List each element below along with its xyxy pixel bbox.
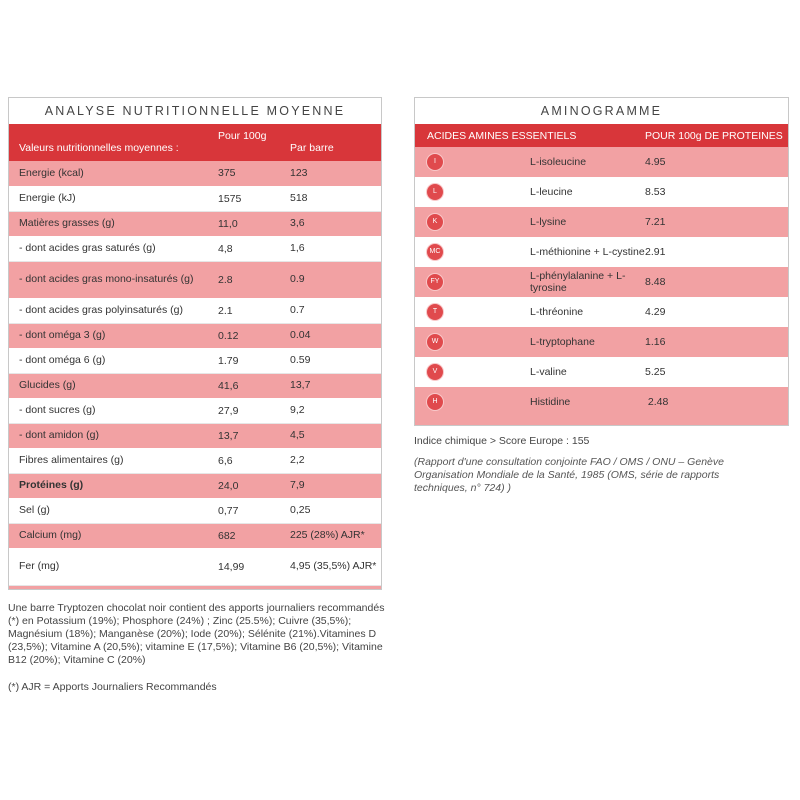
amino-name: L-leucine [530, 186, 573, 198]
value-per100: 2.1 [218, 298, 290, 323]
value-perbar: 0.9 [290, 273, 305, 285]
header-amino-value: POUR 100g DE PROTEINES [645, 124, 788, 147]
nutrient-label: Protéines (g) [19, 479, 84, 491]
nutrient-label: Fer (mg) [9, 548, 218, 585]
nutrition-panel [8, 97, 382, 590]
nutrition-row [9, 373, 381, 398]
amino-name: L-méthionine + L-cystine [530, 246, 645, 258]
amino-letter-badge: FY [427, 274, 443, 290]
nutrition-header-row [9, 124, 381, 161]
nutrition-row [9, 348, 381, 373]
nutrient-label: Calcium (mg) [19, 529, 82, 541]
header-perbar: Par barre [290, 124, 381, 161]
amino-value: 8.53 [645, 186, 666, 198]
tryptozen-note: Une barre Tryptozen chocolat noir contient des apports journaliers recommandés (*) en Potassium (19%); Phosphore (24%) ; Zinc (25.5%); Cuivre (35,5%); Magnésium (18%); Manganèse (20%); Iode (20%); Sélénite (21%).Vitamines D (23,5%); Vitamine A (20,5%); vitamine E (17,5%); Vitamine B6 (20,5%); Vitamine B12 (20%); Vitamine C (20%) [8, 602, 385, 666]
value-per100: 2.8 [218, 273, 233, 286]
amino-letter-badge: L [427, 184, 443, 200]
nutrition-row [9, 236, 381, 261]
amino-badge-cell [415, 327, 530, 357]
amino-badge-cell [415, 297, 530, 327]
ajr-note: (*) AJR = Apports Journaliers Recommandés [8, 681, 217, 693]
nutrient-label: Glucides (g) [19, 379, 76, 391]
value-per100: 0,77 [218, 498, 290, 523]
nutrition-row [9, 498, 381, 523]
amino-name: L-isoleucine [530, 156, 587, 168]
amino-letter-badge: V [427, 364, 443, 380]
value-perbar: 7,9 [290, 479, 305, 491]
value-per100: 1.79 [218, 348, 290, 373]
nutrient-label: Matières grasses (g) [19, 217, 115, 229]
value-perbar: 1,6 [290, 236, 381, 261]
value-perbar: 9,2 [290, 398, 381, 423]
value-per100: 11,0 [218, 217, 238, 230]
value-per100: 14,99 [218, 548, 290, 585]
value-perbar: 0.7 [290, 298, 381, 323]
header-amino-name: ACIDES AMINES ESSENTIELS [415, 124, 645, 147]
nutrient-label: Energie (kJ) [9, 186, 218, 211]
amino-badge-cell [415, 147, 530, 177]
nutrition-bottom-line [9, 586, 381, 589]
amino-letter-badge: I [427, 154, 443, 170]
nutrition-table [9, 124, 381, 586]
nutrition-row [9, 186, 381, 211]
amino-badge-cell [415, 237, 530, 267]
nutrient-label: - dont sucres (g) [9, 398, 218, 423]
nutrient-label: - dont oméga 3 (g) [19, 329, 106, 341]
value-per100: 375 [218, 167, 236, 180]
amino-letter-badge: K [427, 214, 443, 230]
nutrition-row [9, 448, 381, 473]
value-per100: 13,7 [218, 429, 239, 442]
amino-value: 1.16 [645, 336, 666, 348]
amino-row [415, 207, 788, 237]
nutrition-row [9, 548, 381, 585]
amino-table [415, 124, 788, 417]
amino-value: 2.48 [645, 396, 669, 408]
value-per100: 682 [218, 529, 236, 542]
value-perbar: 0.59 [290, 348, 381, 373]
amino-name: L-lysine [530, 216, 567, 228]
nutrition-row [9, 523, 381, 548]
amino-letter-badge: W [427, 334, 443, 350]
value-per100: 27,9 [218, 398, 290, 423]
nutrition-row [9, 423, 381, 448]
nutrient-label: - dont acides gras mono-insaturés (g) [19, 273, 194, 285]
value-perbar: 2,2 [290, 448, 381, 473]
nutrition-row [9, 323, 381, 348]
amino-row [415, 357, 788, 387]
amino-row [415, 177, 788, 207]
amino-name: Histidine [530, 396, 571, 408]
nutrient-label: - dont oméga 6 (g) [9, 348, 218, 373]
amino-bottom-pad [415, 417, 788, 425]
nutrient-label: - dont acides gras polyinsaturés (g) [9, 298, 218, 323]
amino-row [415, 387, 788, 417]
value-perbar: 4,95 (35,5%) AJR* [290, 548, 381, 585]
nutrition-row [9, 161, 381, 186]
value-perbar: 4,5 [290, 429, 305, 441]
value-perbar: 0.04 [290, 329, 311, 341]
amino-badge-cell [415, 207, 530, 237]
amino-name: L-valine [530, 366, 567, 378]
value-per100: 41,6 [218, 379, 239, 392]
value-perbar: 123 [290, 166, 308, 179]
value-perbar: 0,25 [290, 498, 381, 523]
nutrition-title: ANALYSE NUTRITIONNELLE MOYENNE [9, 98, 381, 124]
nutrient-label: - dont amidon (g) [19, 429, 99, 441]
value-per100: 4,8 [218, 236, 290, 261]
value-per100: 24,0 [218, 479, 239, 492]
value-perbar: 225 (28%) AJR* [290, 529, 365, 541]
nutrition-row [9, 211, 381, 236]
amino-letter-badge: H [427, 394, 443, 410]
header-label: Valeurs nutritionnelles moyennes : [9, 124, 218, 161]
nutrient-label: Fibres alimentaires (g) [9, 448, 218, 473]
amino-row [415, 237, 788, 267]
amino-letter-badge: MC [427, 244, 443, 260]
value-perbar: 3,6 [290, 217, 305, 229]
source-note: (Rapport d'une consultation conjointe FAO / OMS / ONU – Genève Organisation Mondiale de la Santé, 1985 (OMS, série de rapports techniques, n° 724) ) [414, 456, 724, 494]
value-per100: 1575 [218, 186, 290, 211]
amino-value: 5.25 [645, 366, 666, 378]
amino-letter-badge: T [427, 304, 443, 320]
value-per100: 6,6 [218, 448, 290, 473]
header-per100: Pour 100g [218, 124, 290, 161]
amino-panel [414, 97, 789, 426]
amino-name: L-phénylalanine + L-tyrosine [530, 270, 626, 294]
nutrient-label: Energie (kcal) [19, 166, 84, 179]
amino-badge-cell [415, 387, 530, 417]
amino-row [415, 327, 788, 357]
nutrition-row [9, 261, 381, 298]
nutrient-label: Sel (g) [9, 498, 218, 523]
amino-title: AMINOGRAMME [415, 98, 788, 124]
amino-name: L-tryptophane [530, 336, 595, 348]
amino-badge-cell [415, 177, 530, 207]
amino-value: 4.29 [645, 306, 666, 318]
nutrition-row [9, 473, 381, 498]
amino-row [415, 147, 788, 177]
amino-value: 8.48 [645, 276, 666, 288]
amino-header-row [415, 124, 788, 147]
value-perbar: 13,7 [290, 379, 311, 391]
amino-row [415, 297, 788, 327]
nutrition-row [9, 298, 381, 323]
amino-badge-cell [415, 357, 530, 387]
amino-value: 2.91 [645, 246, 666, 258]
chem-index: Indice chimique > Score Europe : 155 [414, 435, 590, 447]
amino-row [415, 267, 788, 297]
value-per100: 0.12 [218, 329, 239, 342]
amino-value: 7.21 [645, 216, 666, 228]
value-perbar: 518 [290, 186, 381, 211]
amino-badge-cell [415, 267, 530, 297]
nutrition-row [9, 398, 381, 423]
nutrient-label: - dont acides gras saturés (g) [9, 236, 218, 261]
amino-name: L-thréonine [530, 306, 584, 318]
amino-value: 4.95 [645, 156, 666, 168]
